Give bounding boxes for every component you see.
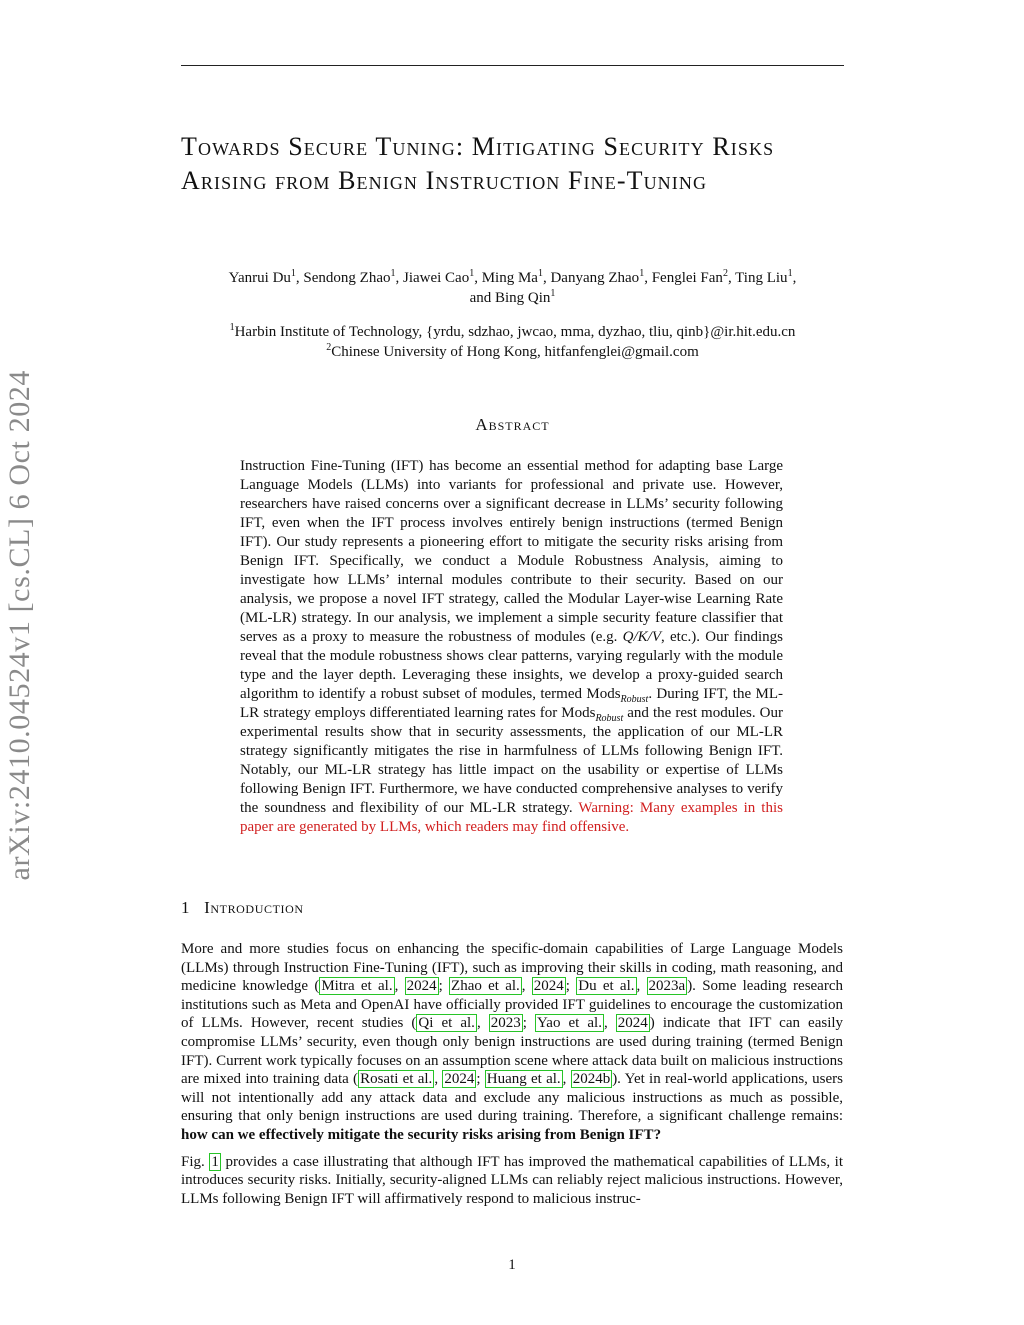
- author-name: Ming Ma: [481, 270, 538, 286]
- author-name: Sendong Zhao: [303, 270, 391, 286]
- paragraph: More and more studies focus on enhancing the specific-domain capabilities of Large Language Models (LLMs) through Instruction Fine-Tuning (IFT), such as improving their skills in coding, math reasoning, and medicine knowledge ( Mitra et al. , 2024 ; Zhao et al. , 2024 ; Du et al. , 2023a ). Some leading research institutions such as Meta and OpenAI have officially provided IFT guidelines to encourage the customization of LLMs. However, recent studies ( Qi et al. , 2023 ; Yao et al. , 2024 ) indicate that IFT can easily compromise LLMs’ security, even though only benign instructions are used during training (termed Benign IFT). Current work typically focuses on an assumption scene where attack data built on malicious instructions are mixed into training data ( Rosati et al. , 2024 ; Huang et al. , 2024b ). Yet in real-world applications, users will not intentionally add any attack data and exclude any malicious instructions as much as possible, ensuring that only benign instructions are used during training. Therefore, a significant challenge remains: how can we effectively mitigate the security risks arising from Benign IFT?: [181, 941, 844, 1143]
- citation-link[interactable]: Mitra et al.: [321, 978, 393, 995]
- citation-link[interactable]: Huang et al.: [486, 1071, 561, 1088]
- author-name: Danyang Zhao: [550, 270, 640, 286]
- citation-link[interactable]: Yao et al.: [536, 1015, 602, 1032]
- citation-link[interactable]: 2024: [617, 1015, 648, 1032]
- warning-text: Warning: Many examples in this paper are generated by LLMs, which readers may find offensive.: [240, 800, 783, 835]
- citation-link[interactable]: Qi et al.: [418, 1015, 475, 1032]
- figure-link[interactable]: 1: [211, 1153, 219, 1170]
- citation-link[interactable]: 2024: [444, 1071, 475, 1088]
- page-number: 1: [508, 1257, 516, 1273]
- author-name: Fenglei Fan: [651, 270, 723, 286]
- abstract-body: Instruction Fine-Tuning (IFT) has become an essential method for adapting base Large Language Models (LLMs) into variants for professional and private use. However, researchers have raised concerns over a significant decrease in LLMs’ security following IFT, even when the IFT process involves entirely benign instructions (termed Benign IFT). Our study represents a pioneering effort to mitigate the security risks arising from Benign IFT. Specifically, we conduct a Module Robustness Analysis, aiming to investigate how LLMs’ internal modules contribute to their security. Based on our analysis, we propose a novel IFT strategy, called the Modular Layer-wise Learning Rate (ML-LR) strategy. In our analysis, we implement a simple security feature classifier that serves as a proxy to measure the robustness of modules (e.g. Q/K/V, etc.). Our findings reveal that the module robustness shows clear patterns, varying regularly with the module type and the layer depth. Leveraging these insights, we develop a proxy-guided search algorithm to identify a robust subset of modules, termed Mods$_{Robust}$. During IFT, the ML-LR strategy employs differentiated learning rates for Mods$_{Robust}$ and the rest modules. Our experimental results show that in security assessments, the application of our ML-LR strategy significantly mitigates the rise in harmfulness of LLMs following Benign IFT. Notably, our ML-LR strategy has little impact on the usability or expertise of LLMs following Benign IFT. Furthermore, we have conducted comprehensive analyses to verify the soundness and flexibility of our ML-LR strategy. Warning: Many examples in this paper are generated by LLMs, which readers may find offensive.: [240, 458, 783, 835]
- author-name: Bing Qin: [494, 290, 551, 306]
- abstract-heading: Abstract: [475, 415, 550, 434]
- citation-link[interactable]: 2024: [406, 978, 437, 995]
- citation-link[interactable]: Du et al.: [578, 978, 635, 995]
- section-heading: 1 Introduction: [181, 898, 304, 917]
- citation-link[interactable]: 2024: [533, 978, 564, 995]
- citation-link[interactable]: 2023a: [648, 978, 686, 995]
- citation-link[interactable]: Rosati et al.: [360, 1071, 433, 1088]
- author-list: Yanrui Du$^1$, Sendong Zhao$^1$, Jiawei Cao$^1$, Ming Ma$^1$, Danyang Zhao$^1$, Fenglei Fan$^2$, Ting Liu$^1$, and Bing Qin$^1$: [228, 268, 797, 306]
- author-name: Jiawei Cao: [402, 270, 470, 286]
- affiliation-2: $^2$Chinese University of Hong Kong, hitfanfenglei@gmail.com: [326, 342, 699, 360]
- citation-link[interactable]: 2024b: [572, 1071, 611, 1088]
- paper-title: Towards Secure Tuning: Mitigating Security Risks Arising from Benign Instruction Fine-Tuning: [181, 132, 775, 195]
- citation-link[interactable]: Zhao et al.: [451, 978, 520, 995]
- affiliation-1: $^1$Harbin Institute of Technology, {yrdu, sdzhao, jwcao, mma, dyzhao, tliu, qinb}@ir.hit.edu.cn: [229, 322, 796, 340]
- affiliations: [181, 322, 844, 362]
- citation-link[interactable]: 2023: [490, 1015, 521, 1032]
- author-name: Ting Liu: [735, 270, 788, 286]
- top-rule: [181, 65, 844, 66]
- arxiv-identifier: arXiv:2410.04524v1 [cs.CL] 6 Oct 2024: [3, 370, 36, 881]
- paragraph: Fig. 1 provides a case illustrating that although IFT has improved the mathematical capabilities of LLMs, it introduces security risks. Initially, security-aligned LLMs can reliably reject malicious instructions. However, LLMs following Benign IFT will affirmatively respond to malicious instruc-: [181, 1153, 844, 1207]
- introduction-body: [181, 940, 843, 1216]
- math-qkv: Q/K/V: [622, 629, 662, 645]
- author-name: Yanrui Du: [228, 270, 291, 286]
